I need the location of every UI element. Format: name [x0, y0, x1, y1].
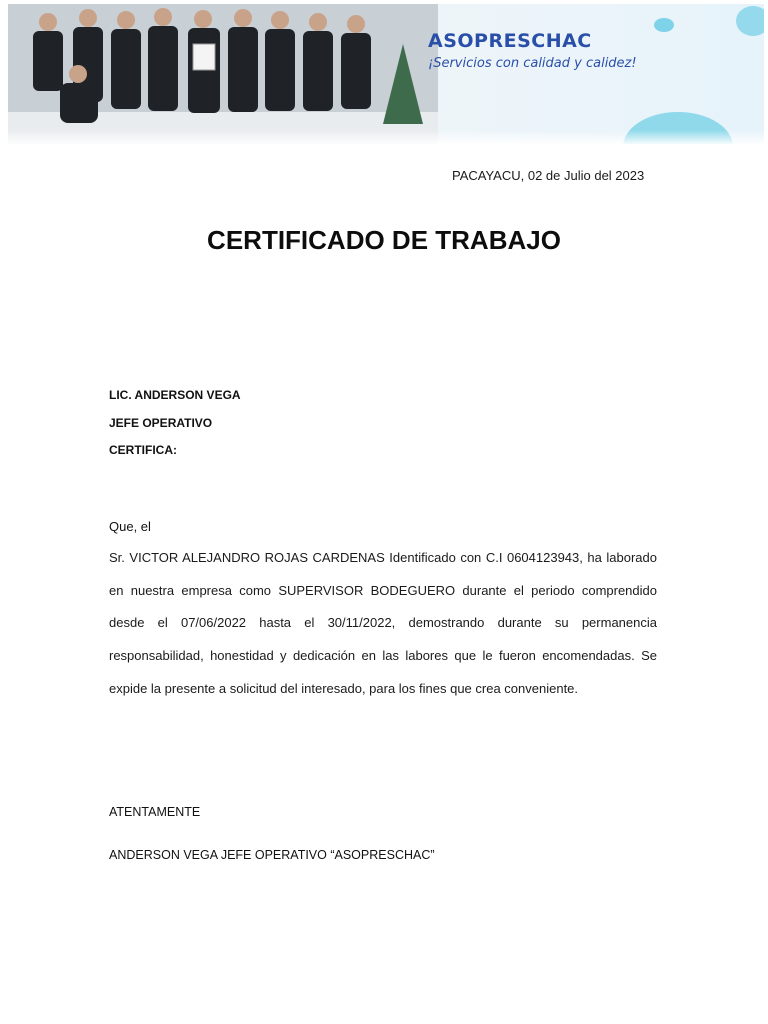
signer-block — [109, 382, 241, 465]
team-photo-illustration — [8, 4, 438, 144]
certificate-body: Sr. VICTOR ALEJANDRO ROJAS CARDENAS Identificado con C.I 0604123943, ha laborado en nuestra empresa como SUPERVISOR BODEGUERO durante el periodo comprendido desde el 07/06/2022 hasta el 30/11/2022, demostrando durante su permanencia responsabilidad, honestidad y dedicación en las labores que le fueron encomendadas. Se expide la presente a solicitud del interesado, para los fines que crea conveniente. — [109, 550, 657, 696]
brand-slogan: ¡Servicios con calidad y calidez! — [428, 56, 637, 71]
decor-bubble — [654, 18, 674, 32]
banner-fade — [8, 130, 764, 144]
brand-name: ASOPRESCHAC — [428, 30, 592, 52]
signer-role: JEFE OPERATIVO — [109, 415, 213, 430]
signer-name: LIC. ANDERSON VEGA — [109, 388, 241, 402]
signature-line: ANDERSON VEGA JEFE OPERATIVO “ASOPRESCHAC” — [109, 848, 435, 862]
header-banner — [8, 4, 764, 144]
document-title: CERTIFICADO DE TRABAJO — [207, 225, 561, 255]
certifies-label: CERTIFICA: — [109, 443, 177, 457]
intro-text: Que, el — [109, 519, 151, 534]
closing-text: ATENTAMENTE — [109, 805, 201, 819]
document-date: PACAYACU, 02 de Julio del 2023 — [452, 168, 645, 183]
team-photo — [8, 4, 438, 144]
decor-bubble — [736, 6, 764, 36]
